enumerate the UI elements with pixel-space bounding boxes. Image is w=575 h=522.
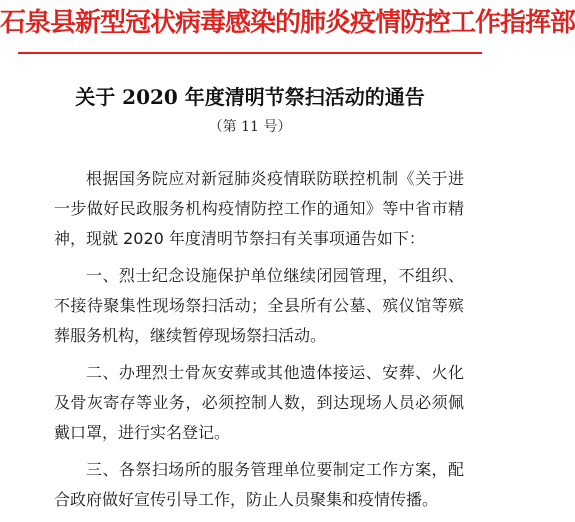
body-paragraph-1: 一、烈士纪念设施保护单位继续闭园管理，不组织、不接待聚集性现场祭扫活动；全县所有公墓、殡仪馆等殡葬服务机构，继续暂停现场祭扫活动。	[54, 266, 464, 345]
body-paragraph-intro: 根据国务院应对新冠肺炎疫情联防联控机制《关于进一步做好民政服务机构疫情防控工作的通知》等中省市精神，现就 2020 年度清明节祭扫有关事项通告如下：	[54, 169, 464, 248]
document-number: （第 11 号）	[208, 119, 292, 135]
notice-title: 关于 2020 年度清明节祭扫活动的通告	[75, 85, 425, 109]
body-paragraph-3: 三、各祭扫场所的服务管理单位要制定工作方案，配合政府做好宣传引导工作，防止人员聚集和疫情传播。	[54, 460, 464, 509]
org-header-title: 石泉县新型冠状病毒感染的肺炎疫情防控工作指挥部	[0, 8, 575, 38]
red-divider-line	[18, 52, 482, 54]
notice-body	[54, 164, 464, 522]
body-paragraph-2: 二、办理烈士骨灰安葬或其他遗体接运、安葬、火化及骨灰寄存等业务，必须控制人数，到达现场人员必须佩戴口罩，进行实名登记。	[54, 363, 464, 442]
